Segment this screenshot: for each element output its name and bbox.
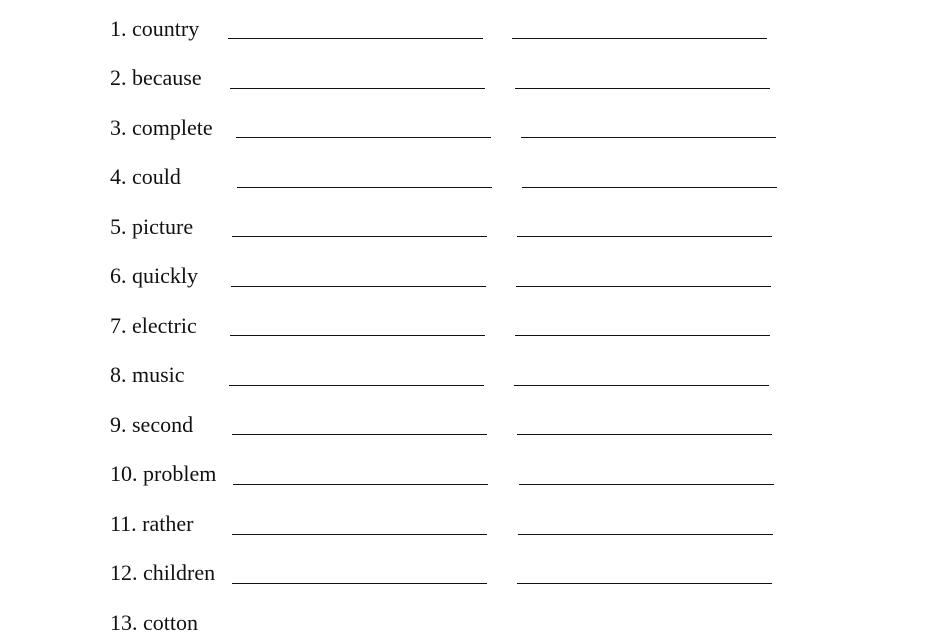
answer-blank-1[interactable] — [232, 434, 487, 435]
worksheet-item — [0, 114, 930, 154]
word-label: 2. because — [110, 65, 202, 90]
answer-blank-1[interactable] — [232, 534, 487, 535]
worksheet-item — [0, 64, 930, 104]
word-label: 12. children — [110, 560, 216, 585]
answer-blank-1[interactable] — [230, 88, 485, 89]
word-label: 10. problem — [110, 461, 217, 486]
worksheet-item — [0, 262, 930, 302]
worksheet-item — [0, 15, 930, 55]
answer-blank-2[interactable] — [512, 38, 767, 39]
worksheet-item — [0, 510, 930, 550]
worksheet-item — [0, 213, 930, 253]
worksheet-item — [0, 312, 930, 352]
word-label: 4. could — [110, 164, 181, 189]
answer-blank-1[interactable] — [229, 385, 484, 386]
answer-blank-1[interactable] — [231, 286, 486, 287]
word-label: 3. complete — [110, 115, 213, 140]
answer-blank-2[interactable] — [517, 583, 772, 584]
worksheet-item — [0, 559, 930, 599]
answer-blank-1[interactable] — [233, 484, 488, 485]
answer-blank-2[interactable] — [518, 534, 773, 535]
worksheet-item — [0, 411, 930, 451]
answer-blank-2[interactable] — [514, 385, 769, 386]
answer-blank-2[interactable] — [517, 236, 772, 237]
answer-blank-1[interactable] — [236, 137, 491, 138]
answer-blank-1[interactable] — [232, 236, 487, 237]
word-label: 5. picture — [110, 214, 194, 239]
worksheet-item — [0, 609, 930, 635]
answer-blank-1[interactable] — [228, 38, 483, 39]
word-label: 8. music — [110, 362, 185, 387]
answer-blank-2[interactable] — [521, 137, 776, 138]
worksheet-item — [0, 361, 930, 401]
answer-blank-2[interactable] — [515, 335, 770, 336]
word-label: 9. second — [110, 412, 194, 437]
word-label: 6. quickly — [110, 263, 198, 288]
word-label: 7. electric — [110, 313, 197, 338]
word-label: 11. rather — [110, 511, 194, 536]
answer-blank-1[interactable] — [237, 187, 492, 188]
answer-blank-2[interactable] — [516, 286, 771, 287]
word-label: 1. country — [110, 16, 200, 41]
answer-blank-2[interactable] — [522, 187, 777, 188]
answer-blank-2[interactable] — [519, 484, 774, 485]
worksheet-item — [0, 163, 930, 203]
word-label: 13. cotton — [110, 610, 198, 635]
answer-blank-1[interactable] — [230, 335, 485, 336]
answer-blank-1[interactable] — [232, 583, 487, 584]
worksheet-item — [0, 460, 930, 500]
answer-blank-2[interactable] — [515, 88, 770, 89]
answer-blank-2[interactable] — [517, 434, 772, 435]
